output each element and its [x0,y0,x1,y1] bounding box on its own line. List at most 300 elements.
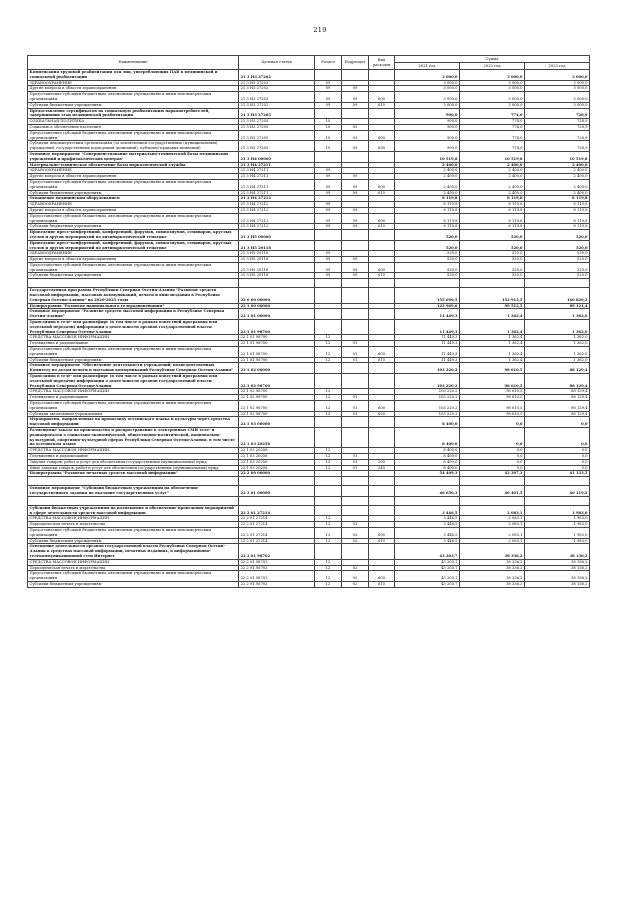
cell-subsection: 02 [342,571,369,582]
cell-section [315,496,342,505]
cell-section: 12 [315,341,342,347]
table-row [28,544,590,559]
cell-expense-type: 600 [369,347,395,358]
cell-2021: 900,0 [395,124,460,130]
cell-section: 09 [315,102,342,108]
cell-2023: 8 119,8 [525,202,590,208]
cell-2023: 88 129,4 [525,374,590,389]
cell-code: 21 3 Н5 20118 [239,262,315,273]
cell-expense-type: 610 [369,538,395,544]
cell-code: 22 2 01 27214 [239,516,315,522]
cell-section [315,320,342,335]
cell-subsection: 09 [342,262,369,273]
cell-2021 [395,279,460,288]
cell-name: Другие вопросы в области здравоохранения [28,174,239,180]
cell-subsection [342,428,369,448]
cell-subsection [342,288,369,303]
cell-2023: 2 400,0 [525,168,590,174]
cell-2023: 3 000,0 [525,80,590,86]
cell-2022 [460,279,525,288]
cell-subsection [342,230,369,241]
cell-name: ЗДРАВООХРАНЕНИЕ [28,168,239,174]
cell-2022: 520,0 [460,230,525,241]
cell-2023: 728,9 [525,108,590,119]
cell-name: Предоставление субсидий бюджетным, автономным учреждениям и иным некоммерческим организациям [28,527,239,538]
header-section: Раздел [315,56,342,70]
cell-2022: 98 610,5 [460,411,525,417]
cell-code: 22 1 01 98700 [239,357,315,363]
cell-section: 10 [315,130,342,141]
cell-2022: 99 512,5 [460,303,525,309]
cell-2021: 103 220,2 [395,374,460,389]
cell-2023: 3 000,0 [525,70,590,81]
cell-code: 22 1 02 98700 [239,411,315,417]
cell-name: Закупка товаров, работ и услуг для обеспечения государственных (муниципальных) нужд [28,459,239,465]
cell-2021: 900,0 [395,119,460,125]
cell-2023: 1 362,0 [525,341,590,347]
cell-2022: 1 362,4 [460,320,525,335]
cell-name: Подпрограмма "Развитие печатных средств массовой информации" [28,471,239,477]
cell-2022: 38 336,2 [460,581,525,587]
cell-code: 22 2 01 98702 [239,571,315,582]
cell-section [315,288,342,303]
cell-expense-type: 600 [369,92,395,103]
cell-2023: 38 136,2 [525,565,590,571]
cell-2023: 38 136,2 [525,559,590,565]
cell-name: Субсидии бюджетным учреждениям [28,581,239,587]
header-subsection: Подраздел [342,56,369,70]
cell-code [239,477,315,486]
cell-2021 [395,477,460,486]
cell-name: Предоставление субсидий бюджетным, автономным учреждениям и иным некоммерческим организациям [28,571,239,582]
cell-code: 21 3 Н4 27211 [239,162,315,168]
cell-2023: 38 136,2 [525,544,590,559]
cell-name: Предоставление субсидий бюджетным, автономным учреждениям и иным некоммерческим организациям [28,213,239,224]
table-body [28,70,590,588]
cell-2021: 2 400,0 [395,174,460,180]
cell-name: Мероприятия, направленные на пропаганду осетинского языка и культуры через средства массовой информации [28,417,239,428]
cell-expense-type [369,320,395,335]
cell-section [315,428,342,448]
cell-2023: 0,0 [525,465,590,471]
cell-2023: 10 519,8 [525,151,590,162]
cell-name: Субсидии бюджетным учреждениям [28,102,239,108]
cell-code: 21 3 Н3 27205 [239,141,315,152]
cell-section: 09 [315,224,342,230]
cell-2021: 520,0 [395,257,460,263]
table-row [28,70,590,81]
cell-2022: 38 336,2 [460,571,525,582]
cell-code: 22 1 01 98700 [239,347,315,358]
cell-section: 09 [315,273,342,279]
table-row [28,417,590,428]
cell-section: 09 [315,207,342,213]
cell-2023: 88 129,4 [525,401,590,412]
cell-2023: 88 129,4 [525,389,590,395]
cell-code: 22 2 01 98702 [239,565,315,571]
cell-code: 22 2 01 27214 [239,505,315,516]
cell-2023: 38 136,2 [525,571,590,582]
table-row [28,108,590,119]
cell-subsection: 01 [342,465,369,471]
cell-2021: 11 449,3 [395,347,460,358]
cell-2021: 3 000,0 [395,70,460,81]
cell-section [315,240,342,251]
cell-2021: 2 400,0 [395,190,460,196]
cell-subsection: 09 [342,179,369,190]
cell-2022: 774,0 [460,119,525,125]
cell-2021: 520,0 [395,273,460,279]
cell-code: 22 2 01 27214 [239,522,315,528]
cell-subsection: 01 [342,453,369,459]
cell-2023: 1 983,0 [525,505,590,516]
cell-expense-type: 600 [369,179,395,190]
cell-2022 [460,496,525,505]
cell-2021: 155 690,5 [395,288,460,303]
cell-2023: 1 362,0 [525,357,590,363]
cell-2023: 2 400,0 [525,162,590,168]
cell-2021: 8 400,0 [395,453,460,459]
cell-code: 21 3 Н5 00000 [239,230,315,241]
cell-expense-type: 610 [369,190,395,196]
cell-section [315,417,342,428]
cell-expense-type [369,374,395,389]
header-year-2021: 2021 год [395,63,460,70]
cell-subsection: 01 [342,395,369,401]
cell-subsection: 02 [342,581,369,587]
cell-2022: 520,0 [460,240,525,251]
table-row [28,505,590,516]
cell-section: 10 [315,141,342,152]
cell-code: 21 3 Н3 27205 [239,124,315,130]
cell-code: 22 1 01 98700 [239,320,315,335]
cell-2021: 3 000,0 [395,80,460,86]
cell-expense-type [369,279,395,288]
cell-subsection [342,486,369,497]
cell-code: 21 3 Н4 27211 [239,190,315,196]
cell-2021: 3 446,5 [395,516,460,522]
cell-2022: 8 119,8 [460,202,525,208]
cell-code [239,496,315,505]
cell-code: 22 1 03 20256 [239,453,315,459]
cell-subsection: 02 [342,522,369,528]
cell-2023: 8 119,8 [525,196,590,202]
cell-2023: 8 119,8 [525,213,590,224]
cell-code: 22 0 00 00000 [239,288,315,303]
table-row [28,527,590,538]
cell-2023: 140 820,2 [525,288,590,303]
cell-name: Периодическая печать и издательства [28,522,239,528]
cell-2022: 774,0 [460,124,525,130]
cell-2022: 98 610,5 [460,374,525,389]
cell-section: 10 [315,124,342,130]
cell-code: 22 1 03 20256 [239,428,315,448]
cell-2022: 774,0 [460,108,525,119]
cell-subsection [342,240,369,251]
cell-code: 22 1 01 98700 [239,341,315,347]
cell-2022: 2 083,1 [460,527,525,538]
cell-expense-type: 600 [369,262,395,273]
cell-expense-type [369,240,395,251]
cell-section: 09 [315,190,342,196]
header-amount: Сумма [395,56,590,63]
cell-section: 12 [315,335,342,341]
cell-2022: 38 336,2 [460,544,525,559]
cell-section: 09 [315,257,342,263]
cell-code: 22 2 01 00000 [239,486,315,497]
cell-name: ЗДРАВООХРАНЕНИЕ [28,202,239,208]
cell-code [239,279,315,288]
cell-expense-type [369,544,395,559]
cell-section [315,544,342,559]
cell-2021: 54 409,3 [395,471,460,477]
cell-2023: 520,0 [525,230,590,241]
cell-2022: 0,0 [460,465,525,471]
cell-2021: 103 220,2 [395,401,460,412]
cell-code: 21 3 Н3 27202 [239,80,315,86]
cell-subsection: 09 [342,207,369,213]
cell-code: 22 2 01 98702 [239,559,315,565]
cell-section: 12 [315,448,342,454]
cell-subsection [342,505,369,516]
cell-2021: 10 519,8 [395,151,460,162]
cell-2022: 0,0 [460,417,525,428]
cell-2023: 0,0 [525,448,590,454]
cell-name: СРЕДСТВА МАССОВОЙ ИНФОРМАЦИИ [28,389,239,395]
cell-name: Субсидии бюджетным учреждениям на возмещение и обеспечение проведения мероприятий в сфере деятельности средств массовой информации [28,505,239,516]
header-code: Целевая статья [239,56,315,70]
cell-2022: 520,0 [460,251,525,257]
cell-code: 21 3 Н4 27211 [239,179,315,190]
cell-2021: 520,0 [395,251,460,257]
cell-name: СРЕДСТВА МАССОВОЙ ИНФОРМАЦИИ [28,448,239,454]
cell-2023: 0,0 [525,453,590,459]
cell-2021: 11 449,3 [395,357,460,363]
cell-2021: 8 119,8 [395,202,460,208]
cell-name: ЗДРАВООХРАНЕНИЕ [28,251,239,257]
cell-code: 21 3 Н4 27211 [239,174,315,180]
cell-2022: 98 610,5 [460,401,525,412]
cell-expense-type: 610 [369,224,395,230]
cell-2021: 8 119,8 [395,213,460,224]
cell-2021: 11 449,3 [395,309,460,320]
cell-subsection: 03 [342,124,369,130]
cell-subsection [342,496,369,505]
cell-expense-type: 600 [369,130,395,141]
cell-2023: 520,0 [525,251,590,257]
cell-section: 12 [315,581,342,587]
cell-2023 [525,477,590,486]
cell-2023: 520,0 [525,273,590,279]
cell-name: СРЕДСТВА МАССОВОЙ ИНФОРМАЦИИ [28,335,239,341]
cell-code: 22 2 01 27214 [239,538,315,544]
cell-section: 12 [315,411,342,417]
cell-expense-type [369,70,395,81]
cell-2023: 41 133,5 [525,471,590,477]
cell-name: Субсидии бюджетным учреждениям [28,190,239,196]
cell-2021: 8 119,8 [395,196,460,202]
cell-name: Подпрограмма "Развитие национального телерадиовещания" [28,303,239,309]
cell-name: Основное мероприятие "Субсидии бюджетным учреждениям на обеспечение государственного задания на оказание государственных услуг" [28,486,239,497]
cell-code: 21 3 Н4 27212 [239,213,315,224]
header-expense-type: Вид расходов [369,56,395,70]
cell-code: 22 1 02 98700 [239,389,315,395]
cell-2022: 774,0 [460,141,525,152]
cell-2022: 2 400,0 [460,190,525,196]
cell-expense-type [369,428,395,448]
cell-name: Телевидение и радиовещание [28,453,239,459]
cell-subsection [342,417,369,428]
cell-code: 21 3 Н5 20118 [239,257,315,263]
cell-section: 12 [315,522,342,528]
cell-2023: 520,0 [525,240,590,251]
cell-2022: 3 000,0 [460,80,525,86]
cell-name: Предоставление субсидий бюджетным, автономным учреждениям и иным некоммерческим организациям [28,347,239,358]
cell-section: 12 [315,527,342,538]
cell-2023 [525,496,590,505]
cell-subsection [342,320,369,335]
cell-2021: 520,0 [395,240,460,251]
cell-name: Другие вопросы в области здравоохранения [28,257,239,263]
cell-expense-type [369,230,395,241]
cell-2022: 10 519,8 [460,151,525,162]
cell-2021: 103 220,2 [395,363,460,374]
cell-2022: 0,0 [460,453,525,459]
cell-2021: 11 449,3 [395,341,460,347]
budget-table [27,55,590,588]
cell-section: 12 [315,571,342,582]
cell-code: 21 3 Н5 20118 [239,251,315,257]
cell-name: Телевидение и радиовещание [28,341,239,347]
cell-2022: 42 307,3 [460,471,525,477]
cell-2021: 8 400,0 [395,428,460,448]
table-row [28,141,590,152]
cell-2021: 3 446,5 [395,505,460,516]
cell-section [315,486,342,497]
cell-subsection: 01 [342,411,369,417]
cell-2023: 520,0 [525,257,590,263]
cell-2022: 38 336,2 [460,565,525,571]
cell-2021: 103 220,2 [395,411,460,417]
cell-subsection: 09 [342,86,369,92]
cell-2023: 1 983,0 [525,516,590,522]
cell-subsection: 09 [342,174,369,180]
cell-section: 12 [315,459,342,465]
cell-name: Субсидии бюджетным учреждениям [28,224,239,230]
table-row [28,213,590,224]
cell-2021: 8 119,8 [395,224,460,230]
cell-name: Иные закупки товаров, работ и услуг для обеспечения государственных (муниципальных) нужд [28,465,239,471]
cell-2021: 103 220,2 [395,395,460,401]
cell-subsection: 03 [342,130,369,141]
cell-2023: 728,9 [525,124,590,130]
cell-section: 12 [315,395,342,401]
cell-code: 22 1 03 20256 [239,459,315,465]
cell-2023: 88 129,4 [525,395,590,401]
cell-name: Основное мероприятие "Обеспечение деятельности учреждений, подведомственных Комитету по делам печати и массовых коммуникаций Республики Северная Осетия-Алания" [28,363,239,374]
cell-section [315,505,342,516]
cell-2022: 1 362,4 [460,347,525,358]
cell-2021: 2 400,0 [395,162,460,168]
cell-2021: 43 203,7 [395,571,460,582]
cell-subsection: 09 [342,213,369,224]
cell-2023: 2 400,0 [525,174,590,180]
cell-2023: 728,9 [525,141,590,152]
cell-2021: 900,0 [395,108,460,119]
cell-code: 22 1 02 98700 [239,401,315,412]
cell-2023: 2 400,0 [525,190,590,196]
cell-2023: 1 983,0 [525,538,590,544]
table-row [28,347,590,358]
cell-2022: 8 119,8 [460,207,525,213]
cell-2023: 520,0 [525,262,590,273]
cell-code: 21 3 Н5 20118 [239,273,315,279]
cell-subsection [342,151,369,162]
cell-name [28,279,239,288]
cell-2022: 2 400,0 [460,179,525,190]
cell-expense-type [369,496,395,505]
cell-section: 12 [315,389,342,395]
cell-section: 12 [315,357,342,363]
cell-2022: 1 362,4 [460,309,525,320]
table-row [28,486,590,497]
cell-2022: 98 610,5 [460,395,525,401]
cell-expense-type: 240 [369,465,395,471]
cell-2023: 1 362,0 [525,309,590,320]
cell-2021: 520,0 [395,230,460,241]
cell-section: 09 [315,262,342,273]
cell-subsection: 03 [342,141,369,152]
table-row [28,363,590,374]
cell-section [315,477,342,486]
cell-code: 22 1 02 98700 [239,374,315,389]
cell-subsection: 09 [342,190,369,196]
cell-section [315,230,342,241]
cell-name: Предоставление субсидий бюджетным, автономным учреждениям и иным некоммерческим организациям [28,262,239,273]
cell-name: Субсидии автономным учреждениям [28,411,239,417]
cell-expense-type [369,363,395,374]
cell-2022: 0,0 [460,428,525,448]
cell-section [315,279,342,288]
cell-expense-type: 610 [369,102,395,108]
table-row [28,130,590,141]
cell-expense-type [369,486,395,497]
cell-expense-type [369,417,395,428]
cell-2021: 2 400,0 [395,168,460,174]
cell-2022: 1 362,4 [460,341,525,347]
cell-2022 [460,477,525,486]
cell-2022: 3 000,0 [460,86,525,92]
cell-2021: 900,0 [395,130,460,141]
cell-subsection: 09 [342,273,369,279]
cell-expense-type [369,151,395,162]
cell-section [315,374,342,389]
cell-2021: 2 400,0 [395,179,460,190]
cell-name: Государственная программа Республики Северная Осетия-Алания "Развитие средств массовой информации, массовых коммуникаций, печати и книгоиздания в Республике Северная Осетия-Алания" на 2020-2025 годы [28,288,239,303]
cell-name: Проведение пресс-конференций, конференций, форумов, симпозиумов, семинаров, круглых столов и других мероприятий по антинаркотической тематике [28,240,239,251]
cell-code: 21 3 Н4 27212 [239,224,315,230]
cell-name: Предоставление сертификатов на социальную реабилитацию наркопотребителей, завершивших этап медицинской реабилитации [28,108,239,119]
cell-2021: 520,0 [395,262,460,273]
cell-2022: 2 083,1 [460,505,525,516]
cell-section [315,151,342,162]
cell-name: Проведение пресс-конференций, конференций, форумов, симпозиумов, семинаров, круглых столов и других мероприятий по антинаркотической тематике [28,230,239,241]
spacer-row [28,477,590,486]
cell-2022: 3 000,0 [460,70,525,81]
cell-name: Предоставление субсидий бюджетным, автономным учреждениям и иным некоммерческим организациям [28,401,239,412]
cell-2023: 728,9 [525,130,590,141]
cell-2022: 8 119,8 [460,224,525,230]
